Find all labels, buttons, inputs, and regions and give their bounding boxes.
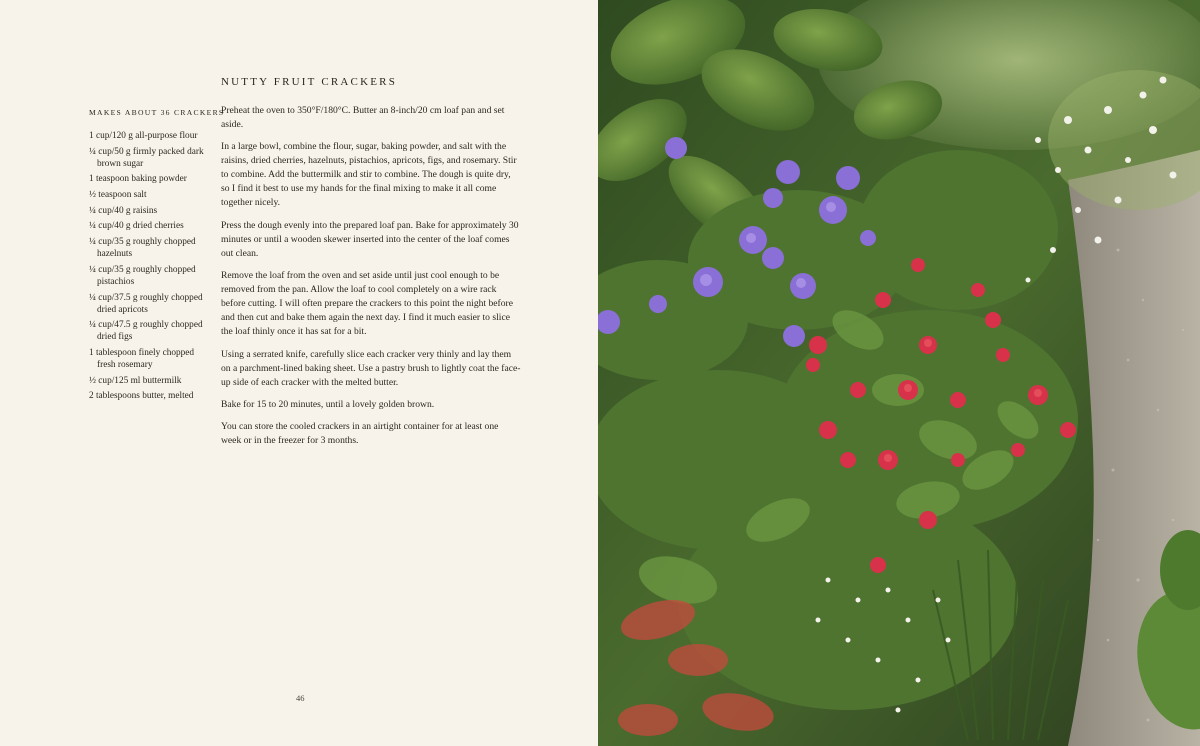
ingredient-item: 1 teaspoon baking powder	[89, 174, 187, 185]
method-text	[221, 104, 521, 457]
ingredient-item: ½ cup/125 ml buttermilk	[89, 375, 182, 386]
garden-photo	[598, 0, 1200, 746]
page-number: 46	[296, 693, 305, 703]
method-step: Press the dough evenly into the prepared loaf pan. Bake for approximately 30 minutes or until a wooden skewer inserted into the center of the loaf comes out clean.	[221, 219, 519, 259]
ingredient-item: ¼ cup/40 g dried cherries	[89, 221, 184, 232]
method-step: Using a serrated knife, carefully slice each cracker very thinly and lay them on a parchment-lined baking sheet. Use a pastry brush to lightly coat the face-up side of each cracker with the melted butter.	[221, 348, 521, 388]
ingredient-item: 1 cup/120 g all-purpose flour	[89, 131, 198, 141]
ingredient-item: ¼ cup/47.5 g roughly chopped dried figs	[89, 320, 203, 343]
ingredient-item: 1 tablespoon finely chopped fresh rosemary	[89, 347, 195, 370]
garden-border-illustration	[598, 0, 1200, 746]
method-step: Bake for 15 to 20 minutes, until a lovely golden brown.	[221, 398, 435, 410]
method-step: Preheat the oven to 350°F/180°C. Butter an 8-inch/20 cm loaf pan and set aside.	[221, 105, 505, 130]
ingredient-item: ¼ cup/37.5 g roughly chopped dried apricots	[89, 292, 203, 315]
ingredient-list	[89, 130, 211, 406]
ingredient-item: ¼ cup/35 g roughly chopped hazelnuts	[89, 237, 196, 260]
ingredient-item: ¼ cup/40 g raisins	[89, 205, 158, 216]
method-step: In a large bowl, combine the flour, sugar, baking powder, and salt with the raisins, dried cherries, hazelnuts, pistachios, apricots, figs, and rosemary. Stir to combine. Add the buttermilk and stir to combine. The dough is quite dry, so I find it best to use my hands for the final mixing to make it all come together nicely.	[221, 141, 517, 209]
method-step: You can store the cooled crackers in an airtight container for at least one week or in the freezer for 3 months.	[221, 421, 499, 447]
ingredient-item: ½ teaspoon salt	[89, 190, 147, 201]
recipe-page	[0, 0, 598, 746]
method-step: Remove the loaf from the oven and set aside until just cool enough to be removed from the pan. Allow the loaf to cool completely on a wire rack before cutting. I will often prepare the crackers to this point the night before and then cut and bake them again the next day. I find it much easier to slice the loaf thinly once it has sat for a bit.	[221, 270, 513, 338]
ingredient-item: 2 tablespoons butter, melted	[89, 391, 194, 402]
recipe-yield: MAKES ABOUT 36 CRACKERS	[89, 108, 225, 117]
ingredient-item: ¼ cup/35 g roughly chopped pistachios	[89, 264, 196, 287]
ingredient-item: ¼ cup/50 g firmly packed dark brown sugar	[89, 146, 204, 169]
recipe-title: NUTTY FRUIT CRACKERS	[221, 76, 398, 88]
